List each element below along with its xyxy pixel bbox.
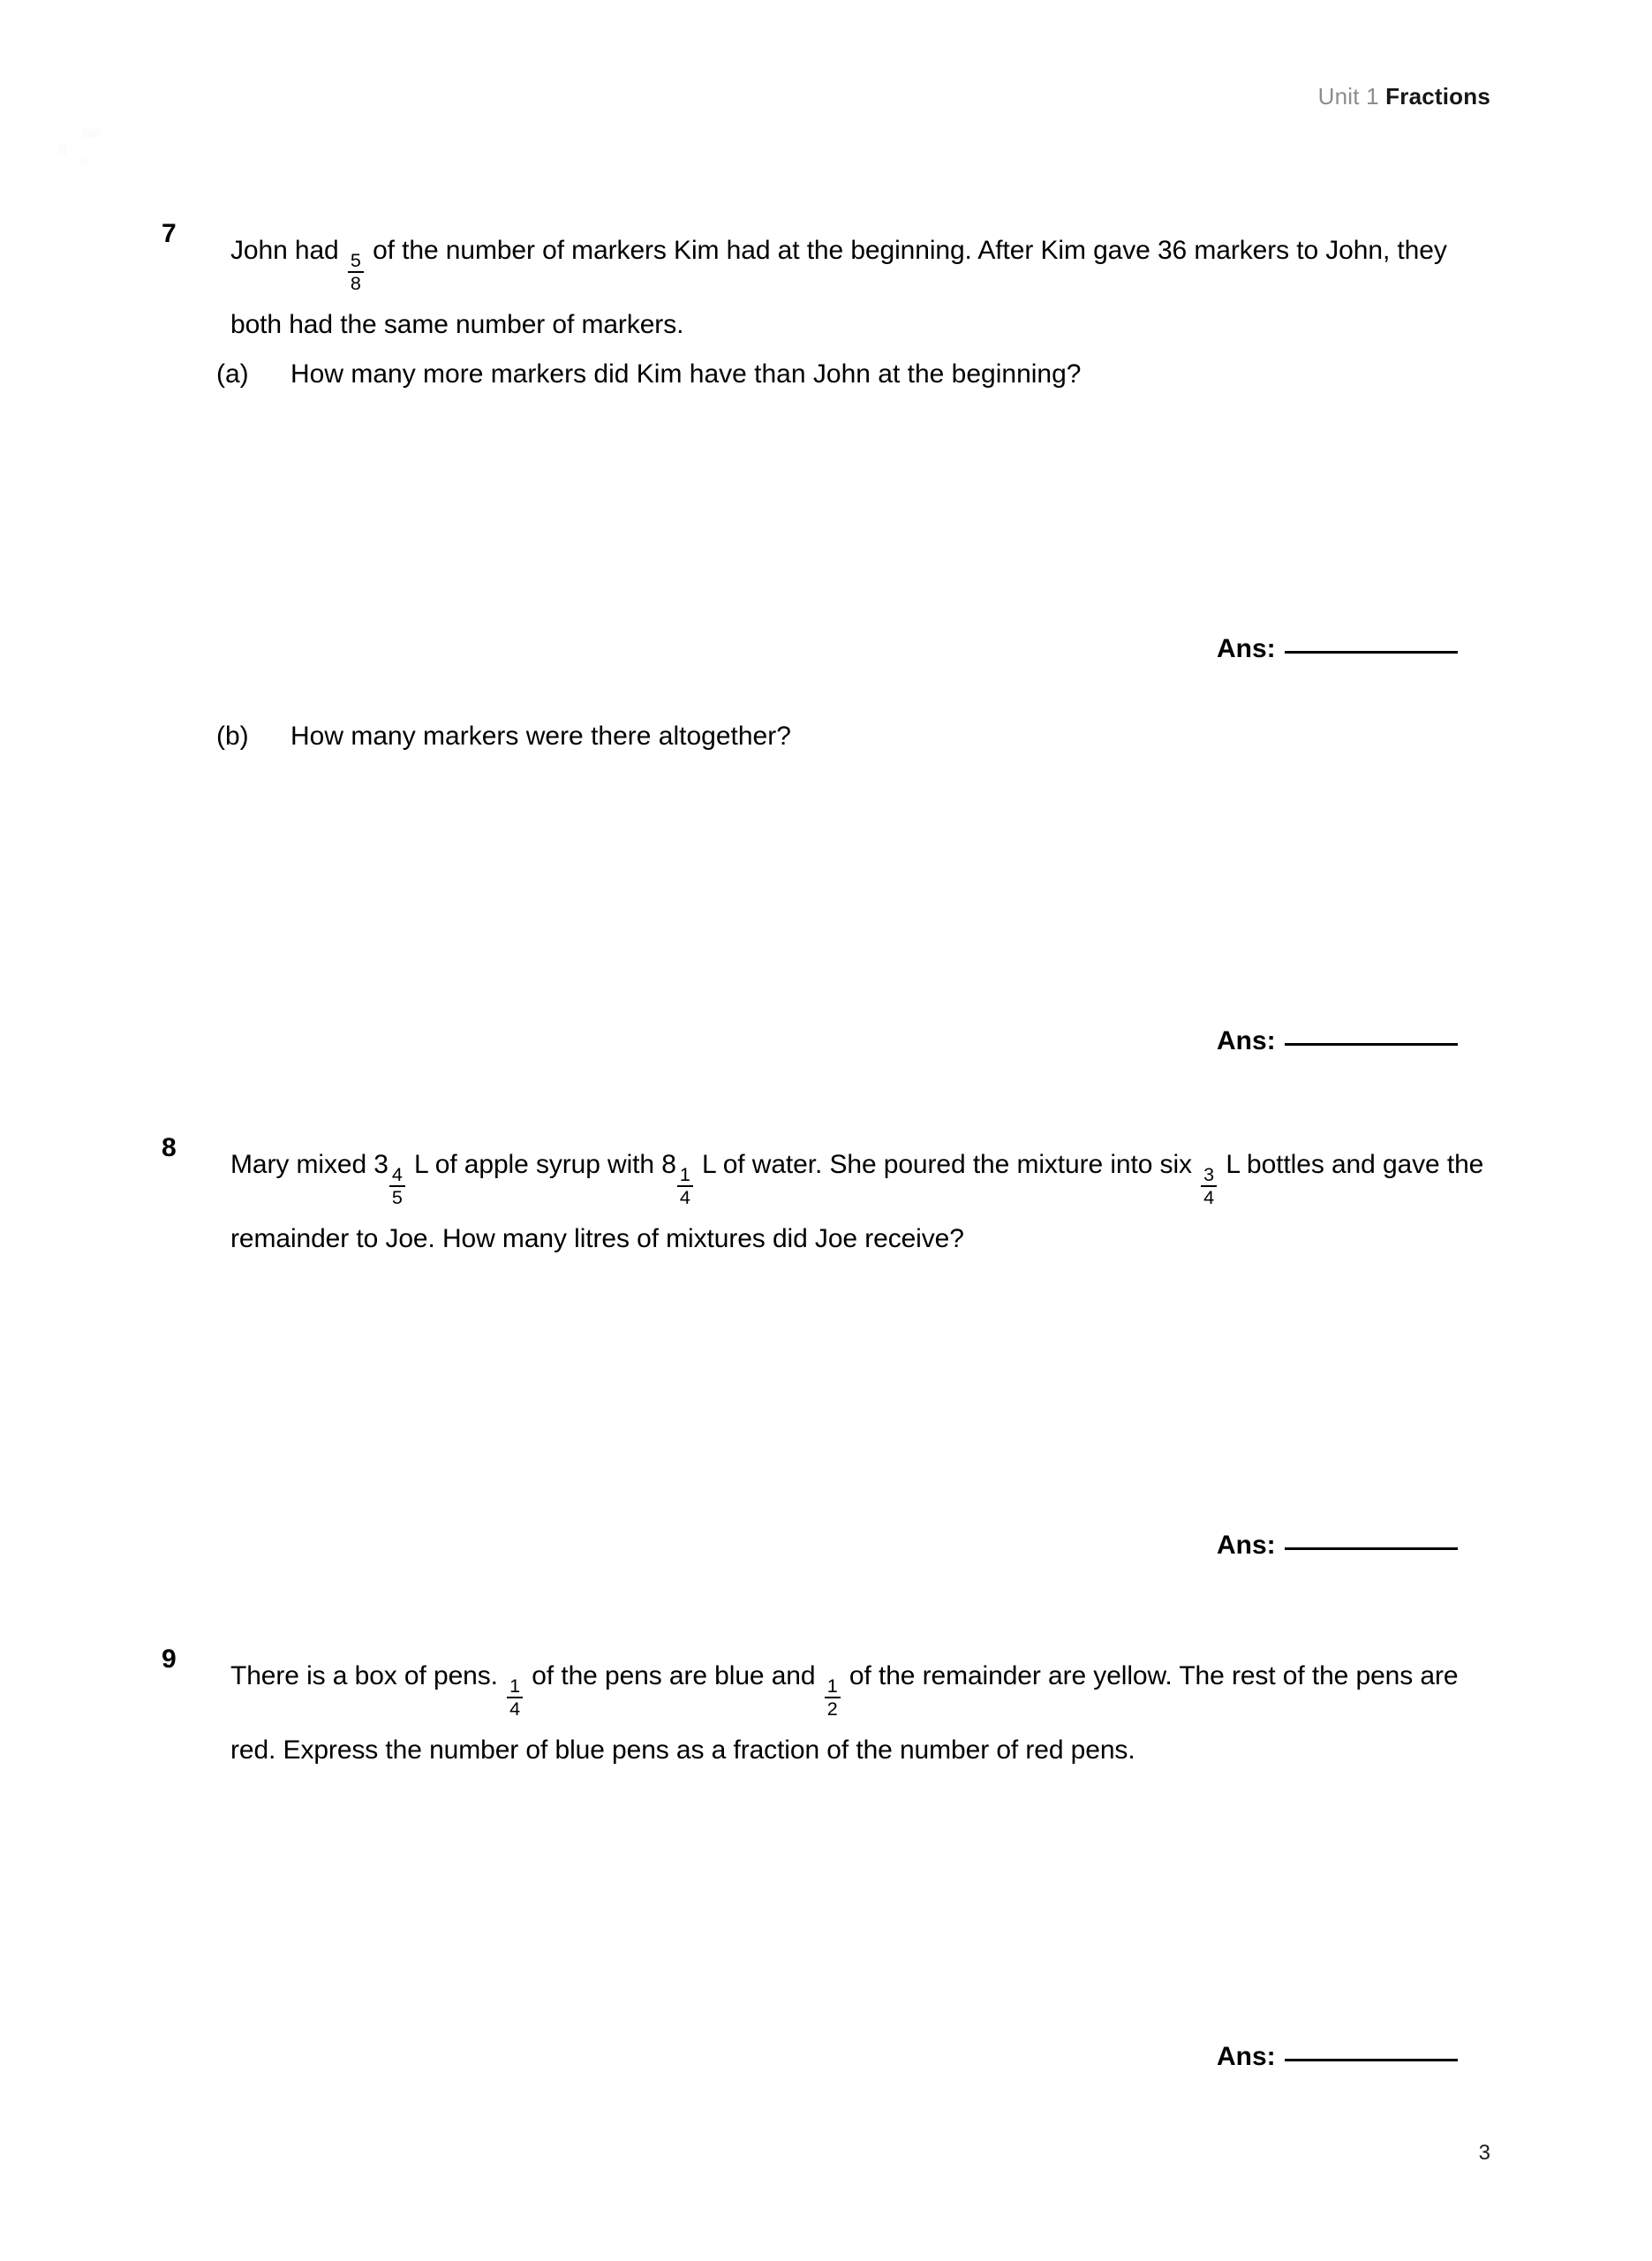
fraction-one-quarter <box>677 1165 693 1207</box>
fraction-four-fifths <box>389 1165 405 1207</box>
question-9-text-2: of the pens are blue and <box>532 1661 816 1690</box>
fraction-numerator: 4 <box>391 1163 403 1186</box>
question-8-text-1: Mary mixed <box>230 1150 367 1179</box>
running-header <box>1318 83 1490 110</box>
fraction-one-quarter <box>507 1676 523 1719</box>
question-8 <box>162 1133 1504 1270</box>
fraction-numerator: 1 <box>826 1675 838 1698</box>
question-7 <box>162 219 1504 356</box>
answer-label: Ans: <box>1217 1026 1276 1055</box>
question-8-text-2: L of apple syrup with <box>414 1150 654 1179</box>
scan-speckle <box>58 143 67 155</box>
fraction-denominator: 2 <box>825 1697 841 1719</box>
fraction-denominator: 4 <box>1201 1185 1217 1207</box>
answer-blank-9[interactable] <box>1285 2058 1458 2061</box>
fraction-numerator: 1 <box>509 1675 521 1698</box>
question-8-text-3: L of water. She poured the mixture into six <box>702 1150 1192 1179</box>
mixed-whole: 8 <box>661 1150 676 1179</box>
fraction-numerator: 3 <box>1203 1163 1215 1186</box>
question-9-number: 9 <box>162 1645 177 1674</box>
question-9-text-3: of the remainder are yellow. The rest of the pens are red. Express the number of blue pens as a fraction of the number of red pens. <box>230 1661 1459 1766</box>
answer-label: Ans: <box>1217 2042 1276 2071</box>
fraction-three-quarters <box>1201 1165 1217 1207</box>
answer-line-9[interactable] <box>1217 2042 1458 2072</box>
answer-line-7b[interactable] <box>1217 1026 1458 1056</box>
question-9 <box>162 1645 1504 1781</box>
answer-line-7a[interactable] <box>1217 634 1458 664</box>
scan-speckle <box>81 129 101 138</box>
fraction-five-eighths <box>348 251 364 293</box>
question-7-stem-text-2: of the number of markers Kim had at the beginning. After Kim gave 36 markers to John, they both had the same number of markers. <box>230 236 1447 340</box>
answer-label: Ans: <box>1217 1531 1276 1560</box>
question-7-part-b <box>216 705 1505 768</box>
answer-blank-7b[interactable] <box>1285 1042 1458 1046</box>
mixed-number-three-four-fifths <box>373 1150 407 1209</box>
fraction-numerator: 1 <box>679 1163 690 1186</box>
fraction-denominator: 5 <box>389 1185 405 1207</box>
fraction-denominator: 4 <box>507 1697 523 1719</box>
question-8-stem <box>230 1133 1504 1270</box>
question-7-part-a <box>216 343 1505 405</box>
question-7-number: 7 <box>162 219 177 248</box>
question-7-stem <box>230 219 1504 356</box>
answer-label: Ans: <box>1217 634 1276 663</box>
mixed-number-eight-one-quarter <box>661 1150 695 1209</box>
running-header-topic: Fractions <box>1385 83 1490 110</box>
answer-blank-7a[interactable] <box>1285 650 1458 654</box>
question-8-number: 8 <box>162 1133 177 1162</box>
question-7-part-a-label: (a) <box>216 359 249 389</box>
question-7-part-b-label: (b) <box>216 722 249 751</box>
mixed-whole: 3 <box>373 1150 388 1179</box>
answer-line-8[interactable] <box>1217 1531 1458 1561</box>
question-7-stem-text-1: John had <box>230 236 339 265</box>
answer-blank-8[interactable] <box>1285 1546 1458 1550</box>
question-7-part-b-text: How many markers were there altogether? <box>290 722 791 751</box>
page-number: 3 <box>1478 2141 1490 2165</box>
question-8-text-4: L bottles and gave the remainder to Joe. How many litres of mixtures did Joe receive? <box>230 1150 1484 1254</box>
running-header-unit: Unit 1 <box>1317 83 1379 110</box>
fraction-one-half <box>825 1676 841 1719</box>
fraction-numerator: 5 <box>350 249 361 272</box>
fraction-denominator: 8 <box>348 271 364 293</box>
question-9-stem <box>230 1645 1504 1781</box>
fraction-denominator: 4 <box>677 1185 693 1207</box>
question-7-part-a-text: How many more markers did Kim have than John at the beginning? <box>290 359 1082 389</box>
scan-speckle <box>79 157 87 166</box>
question-9-text-1: There is a box of pens. <box>230 1661 498 1690</box>
